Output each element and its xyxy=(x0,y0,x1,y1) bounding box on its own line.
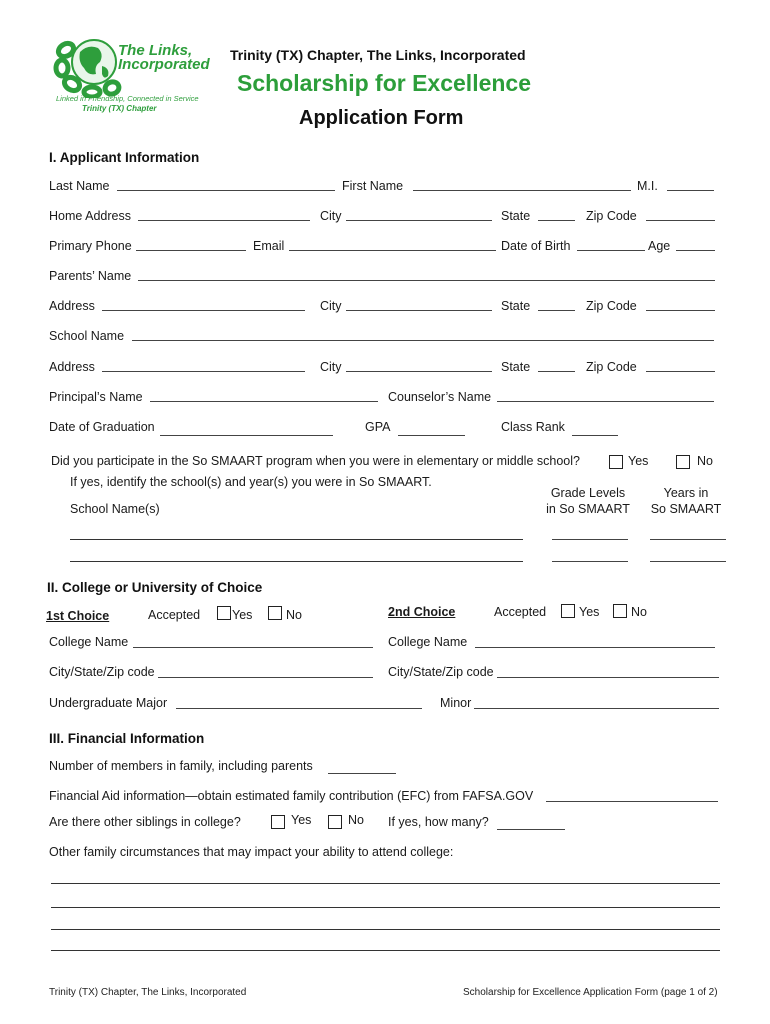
how-many-field[interactable] xyxy=(497,829,565,830)
parents-zip-label: Zip Code xyxy=(586,299,637,313)
family-members-field[interactable] xyxy=(328,773,396,774)
logo-chapter: Trinity (TX) Chapter xyxy=(82,104,157,113)
dob-label: Date of Birth xyxy=(501,239,571,253)
logo-tagline: Linked in Friendship, Connected in Service xyxy=(56,94,199,103)
last-name-label: Last Name xyxy=(49,179,110,193)
second-city-state-zip-label: City/State/Zip code xyxy=(388,665,494,679)
second-college-name-field[interactable] xyxy=(475,647,715,648)
class-rank-label: Class Rank xyxy=(501,420,565,434)
parents-city-field[interactable] xyxy=(346,310,492,311)
parents-name-field[interactable] xyxy=(138,280,715,281)
smaart-school-field-1[interactable] xyxy=(70,539,523,540)
footer-left: Trinity (TX) Chapter, The Links, Incorporated xyxy=(49,987,247,998)
family-members-label: Number of members in family, including parents xyxy=(49,759,313,773)
gpa-label: GPA xyxy=(365,420,391,434)
home-city-label: City xyxy=(320,209,342,223)
first-college-name-label: College Name xyxy=(49,635,129,649)
school-address-field[interactable] xyxy=(102,371,305,372)
school-name-label: School Name xyxy=(49,329,125,343)
first-city-state-zip-field[interactable] xyxy=(158,677,373,678)
school-names-label: School Name(s) xyxy=(70,502,160,516)
second-choice-label: 2nd Choice xyxy=(388,605,456,619)
siblings-yes-checkbox[interactable] xyxy=(271,815,285,829)
email-label: Email xyxy=(253,239,285,253)
second-accepted-no-checkbox[interactable] xyxy=(613,604,627,618)
siblings-label: Are there other siblings in college? xyxy=(49,815,241,829)
form-subtitle: Application Form xyxy=(299,107,464,129)
home-zip-label: Zip Code xyxy=(586,209,637,223)
circumstances-line-2[interactable] xyxy=(51,907,720,908)
smaart-years-field-1[interactable] xyxy=(650,539,726,540)
school-city-label: City xyxy=(320,360,342,374)
phone-label: Primary Phone xyxy=(49,239,132,253)
mi-field[interactable] xyxy=(667,190,714,191)
home-address-label: Home Address xyxy=(49,209,131,223)
form-title: Scholarship for Excellence xyxy=(237,70,532,96)
home-state-label: State xyxy=(501,209,531,223)
age-field[interactable] xyxy=(676,250,715,251)
first-name-label: First Name xyxy=(342,179,404,193)
home-state-field[interactable] xyxy=(538,220,575,221)
last-name-field[interactable] xyxy=(117,190,335,191)
school-state-label: State xyxy=(501,360,531,374)
phone-field[interactable] xyxy=(136,250,246,251)
email-field[interactable] xyxy=(289,250,496,251)
school-address-label: Address xyxy=(49,360,95,374)
smaart-identify: If yes, identify the school(s) and year(s) you were in So SMAART. xyxy=(70,475,432,489)
smaart-yes-checkbox[interactable] xyxy=(609,455,623,469)
first-accepted-no-checkbox[interactable] xyxy=(268,606,282,620)
circumstances-label: Other family circumstances that may impact your ability to attend college: xyxy=(49,845,454,859)
home-address-field[interactable] xyxy=(138,220,310,221)
school-name-field[interactable] xyxy=(132,340,714,341)
footer-right: Scholarship for Excellence Application Form (page 1 of 2) xyxy=(463,987,718,998)
first-choice-label: 1st Choice xyxy=(46,609,110,623)
circumstances-line-4[interactable] xyxy=(51,950,720,951)
major-label: Undergraduate Major xyxy=(49,696,168,710)
smaart-no-checkbox[interactable] xyxy=(676,455,690,469)
circumstances-line-3[interactable] xyxy=(51,929,720,930)
smaart-yes-label: Yes xyxy=(628,454,649,468)
home-city-field[interactable] xyxy=(346,220,492,221)
parents-zip-field[interactable] xyxy=(646,310,715,311)
second-accepted-label: Accepted xyxy=(494,605,547,619)
parents-address-label: Address xyxy=(49,299,95,313)
counselor-field[interactable] xyxy=(497,401,714,402)
first-name-field[interactable] xyxy=(413,190,631,191)
financial-aid-label: Financial Aid information—obtain estimated family contribution (EFC) from FAFSA.GOV xyxy=(49,789,534,803)
smaart-grade-field-2[interactable] xyxy=(552,561,628,562)
first-accepted-yes-checkbox[interactable] xyxy=(217,606,231,620)
grade-levels-header: Grade Levels in So SMAART xyxy=(546,486,630,516)
smaart-years-field-2[interactable] xyxy=(650,561,726,562)
section2-heading: II. College or University of Choice xyxy=(47,580,263,595)
minor-label: Minor xyxy=(440,696,472,710)
age-label: Age xyxy=(648,239,671,253)
gpa-field[interactable] xyxy=(398,435,465,436)
mi-label: M.I. xyxy=(637,179,658,193)
section1-heading: I. Applicant Information xyxy=(49,150,200,165)
parents-name-label: Parents’ Name xyxy=(49,269,132,283)
school-zip-label: Zip Code xyxy=(586,360,637,374)
first-college-name-field[interactable] xyxy=(133,647,373,648)
principal-label: Principal’s Name xyxy=(49,390,143,404)
smaart-school-field-2[interactable] xyxy=(70,561,523,562)
circumstances-line-1[interactable] xyxy=(51,883,720,884)
parents-address-field[interactable] xyxy=(102,310,305,311)
years-in-header: Years in So SMAART xyxy=(650,486,722,516)
home-zip-field[interactable] xyxy=(646,220,715,221)
counselor-label: Counselor’s Name xyxy=(388,390,492,404)
first-city-state-zip-label: City/State/Zip code xyxy=(49,665,155,679)
graduation-label: Date of Graduation xyxy=(49,420,155,434)
parents-city-label: City xyxy=(320,299,342,313)
second-college-name-label: College Name xyxy=(388,635,468,649)
financial-aid-field[interactable] xyxy=(546,801,718,802)
graduation-field[interactable] xyxy=(160,435,333,436)
dob-field[interactable] xyxy=(577,250,645,251)
principal-field[interactable] xyxy=(150,401,378,402)
logo-name-line1: The Links, xyxy=(118,42,193,59)
parents-state-field[interactable] xyxy=(538,310,575,311)
first-accepted-yes-label: Yes xyxy=(232,608,253,622)
minor-field[interactable] xyxy=(474,708,719,709)
school-zip-field[interactable] xyxy=(646,371,715,372)
smaart-grade-field-1[interactable] xyxy=(552,539,628,540)
siblings-no-label: No xyxy=(348,813,364,827)
parents-state-label: State xyxy=(501,299,531,313)
organization-name: Trinity (TX) Chapter, The Links, Incorporated xyxy=(230,47,526,63)
how-many-label: If yes, how many? xyxy=(388,815,489,829)
second-accepted-yes-checkbox[interactable] xyxy=(561,604,575,618)
section3-heading: III. Financial Information xyxy=(49,731,205,746)
siblings-yes-label: Yes xyxy=(291,813,312,827)
smaart-question: Did you participate in the So SMAART program when you were in elementary or middle school? xyxy=(51,454,580,468)
logo-name-line2: Incorporated xyxy=(118,56,210,73)
class-rank-field[interactable] xyxy=(572,435,618,436)
links-logo xyxy=(52,36,210,118)
first-accepted-no-label: No xyxy=(286,608,302,622)
second-accepted-yes-label: Yes xyxy=(579,605,600,619)
smaart-no-label: No xyxy=(697,454,713,468)
second-accepted-no-label: No xyxy=(631,605,647,619)
second-city-state-zip-field[interactable] xyxy=(497,677,719,678)
first-accepted-label: Accepted xyxy=(148,608,201,622)
siblings-no-checkbox[interactable] xyxy=(328,815,342,829)
school-city-field[interactable] xyxy=(346,371,492,372)
major-field[interactable] xyxy=(176,708,422,709)
school-state-field[interactable] xyxy=(538,371,575,372)
